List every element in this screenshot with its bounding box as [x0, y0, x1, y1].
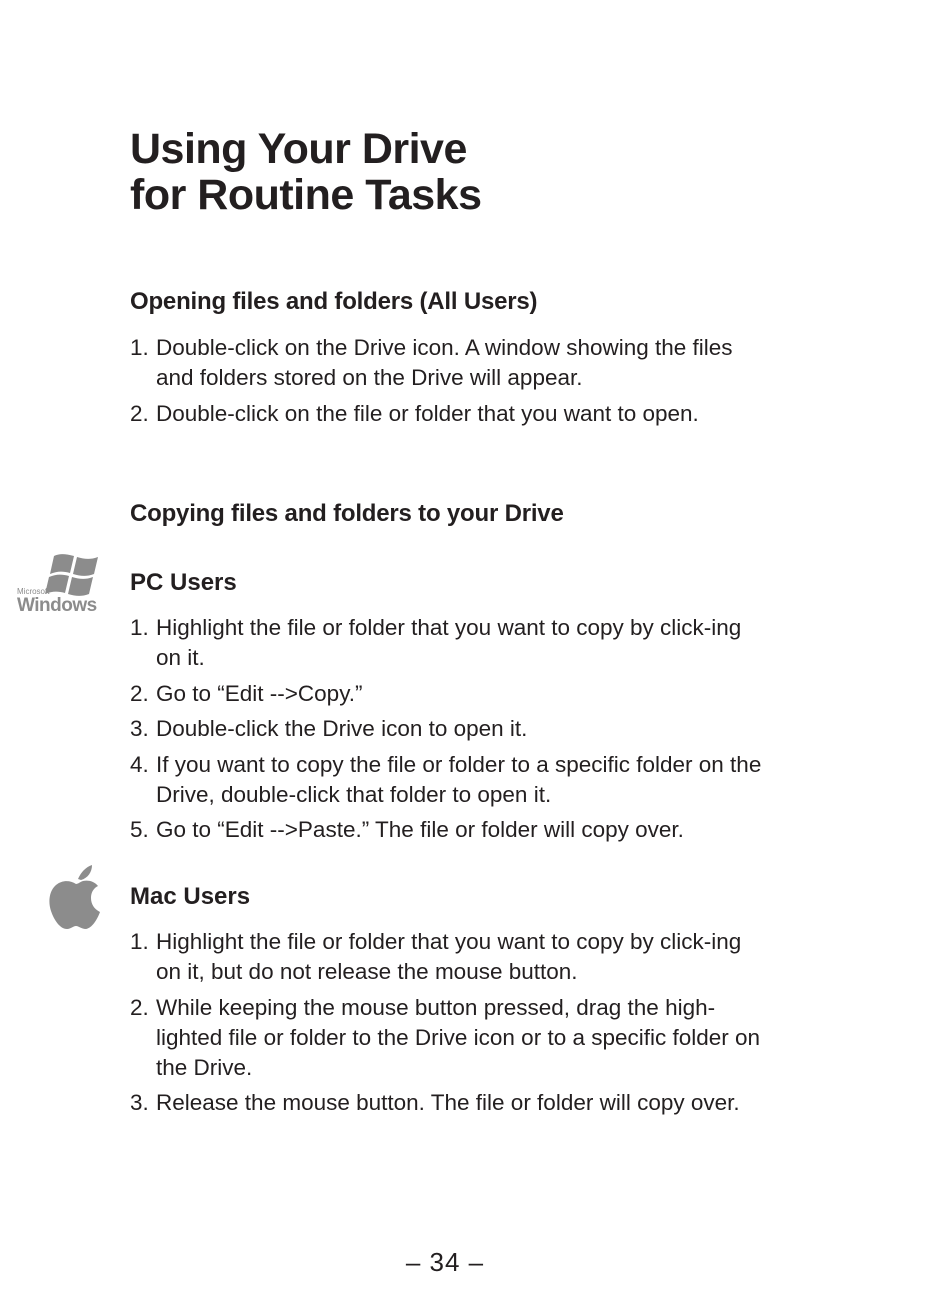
list-item: [130, 399, 770, 429]
list-item: [130, 714, 770, 744]
page-title-line-1: Using Your Drive: [130, 125, 467, 173]
list-item: [130, 613, 770, 673]
pc-users-heading: PC Users: [130, 569, 237, 596]
windows-logo-large-text: Windows: [17, 595, 97, 616]
step-number: 2.: [130, 680, 149, 706]
mac-steps-list: [130, 927, 770, 1124]
windows-logo-icon: [16, 554, 102, 616]
apple-logo-icon: [48, 864, 104, 932]
mac-users-heading: Mac Users: [130, 883, 251, 910]
opening-section-heading: Opening files and folders (All Users): [130, 288, 538, 315]
step-number: 1.: [130, 615, 149, 640]
list-item: [130, 815, 770, 845]
step-number: 3.: [130, 716, 149, 741]
step-text: Go to “Edit -->Copy.”: [156, 680, 363, 706]
step-text: Double-click the Drive icon to open it.: [156, 716, 528, 741]
opening-steps-list: [130, 333, 770, 434]
page-number: – 34 –: [405, 1247, 485, 1277]
pc-steps-list: [130, 613, 770, 851]
list-item: [130, 333, 770, 393]
step-text: While keeping the mouse button pressed, drag the high-lighted file or folder to the Drive icon or to a specific folder on the Drive.: [156, 994, 761, 1080]
list-item: [130, 993, 770, 1083]
page-title: [130, 126, 481, 218]
list-item: [130, 679, 770, 709]
page-title-line-2: for Routine Tasks: [130, 171, 482, 219]
step-number: 1.: [130, 929, 149, 954]
step-text: Release the mouse button. The file or folder will copy over.: [156, 1090, 740, 1115]
list-item: [130, 750, 770, 810]
step-text: Go to “Edit -->Paste.” The file or folder will copy over.: [156, 817, 684, 842]
step-number: 3.: [130, 1090, 149, 1115]
step-text: Double-click on the file or folder that you want to open.: [156, 400, 699, 426]
list-item: [130, 1088, 770, 1118]
step-number: 2.: [130, 400, 149, 426]
step-text: Double-click on the Drive icon. A window showing the files and folders stored on the Drive will appear.: [156, 335, 733, 390]
step-number: 4.: [130, 751, 149, 777]
copying-section-heading: Copying files and folders to your Drive: [130, 500, 564, 527]
step-text: Highlight the file or folder that you want to copy by click-ing on it.: [156, 615, 742, 670]
step-number: 5.: [130, 817, 149, 842]
step-number: 2.: [130, 994, 149, 1020]
step-text: Highlight the file or folder that you want to copy by click-ing on it, but do not release the mouse button.: [156, 929, 742, 984]
list-item: [130, 927, 770, 987]
step-text: If you want to copy the file or folder to a specific folder on the Drive, double-click that folder to open it.: [156, 751, 762, 807]
step-number: 1.: [130, 335, 149, 360]
windows-logo-small-text: Microsoft: [17, 587, 50, 596]
